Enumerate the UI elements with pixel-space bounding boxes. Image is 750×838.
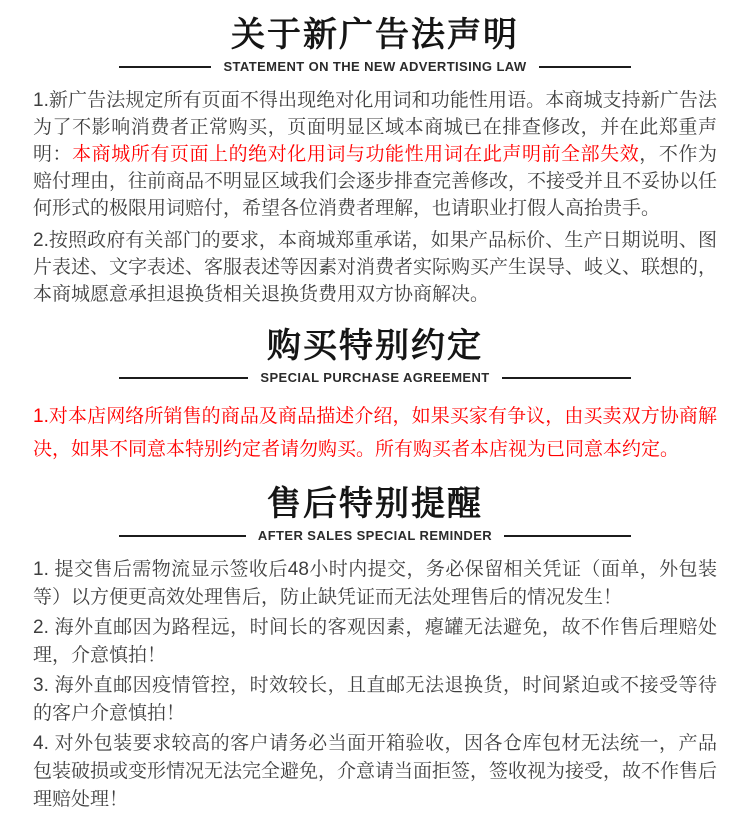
text-segment: 1.新广告法规定所有页面不得出现绝对化用词和功能性用语。本商城支持新广告法为了不影响消费者正常购买，页面明显区域本商城已在排查修改，并在此郑重声明：: [33, 90, 717, 165]
paragraph-2: [33, 227, 717, 308]
section-subtitle-after-sales: AFTER SALES SPECIAL REMINDER: [257, 528, 493, 543]
red-text-segment: 1.对本店网络所销售的商品及商品描述介绍，如果买家有争议，由买卖双方协商解决，如果不同意本特别约定者请勿购买。所有购买者本店视为已同意本约定。: [33, 406, 717, 460]
section-title-purchase-agreement: 购买特别约定: [267, 327, 483, 365]
text-segment: 4. 对外包装要求较高的客户请务必当面开箱验收，因各仓库包材无法统一，产品包装破损或变形情况无法完全避免，介意请当面拒签，签收视为接受，故不作售后理赔处理！: [33, 733, 718, 810]
section-body: [33, 556, 717, 814]
section-body: [33, 400, 717, 466]
text-segment: ，不作为赔付理由，往前商品不明显区域我们会逐步排查完善修改，不接受并且不妥协以任何形式的极限用词赔付，希望各位消费者理解，也请职业打假人高抬贵手。: [33, 144, 718, 219]
section-title-advertising-law: 关于新广告法声明: [231, 16, 519, 54]
paragraph-3: [33, 672, 717, 728]
section-subtitle-row: [119, 370, 631, 385]
paragraph-1: [33, 556, 717, 612]
divider-line-left: [119, 377, 248, 379]
paragraph-1: [33, 400, 717, 466]
paragraph-1: [33, 87, 717, 222]
paragraph-4: [33, 730, 717, 814]
section-advertising-law: [33, 13, 717, 308]
section-subtitle-purchase-agreement: SPECIAL PURCHASE AGREEMENT: [260, 370, 490, 385]
section-body: [33, 87, 717, 308]
section-title-after-sales: 售后特别提醒: [267, 485, 483, 523]
divider-line-left: [119, 66, 211, 68]
divider-line-right: [502, 377, 631, 379]
section-purchase-agreement: [33, 324, 717, 466]
text-segment: 2.按照政府有关部门的要求，本商城郑重承诺，如果产品标价、生产日期说明、图片表述、文字表述、客服表述等因素对消费者实际购买产生误导、岐义、联想的，本商城愿意承担退换货相关退换货费用双方协商解决。: [33, 230, 718, 305]
section-subtitle-advertising-law: STATEMENT ON THE NEW ADVERTISING LAW: [223, 59, 527, 74]
divider-line-right: [539, 66, 631, 68]
text-segment: 3. 海外直邮因疫情管控，时效较长，且直邮无法退换货，时间紧迫或不接受等待的客户介意慎拍！: [33, 675, 717, 724]
paragraph-2: [33, 614, 717, 670]
red-text-segment: 本商城所有页面上的绝对化用词与功能性用词在此声明前全部失效: [72, 144, 640, 165]
section-after-sales-reminder: [33, 482, 717, 814]
divider-line-right: [504, 535, 631, 537]
text-segment: 1. 提交售后需物流显示签收后48小时内提交，务必保留相关凭证（面单，外包装等）以方便更高效处理售后，防止缺凭证而无法处理售后的情况发生！: [33, 559, 717, 608]
text-segment: 2. 海外直邮因为路程远，时间长的客观因素，瘪罐无法避免，故不作售后理赔处理，介意慎拍！: [33, 617, 717, 666]
divider-line-left: [119, 535, 246, 537]
section-subtitle-row: [119, 59, 631, 74]
section-subtitle-row: [119, 528, 631, 543]
